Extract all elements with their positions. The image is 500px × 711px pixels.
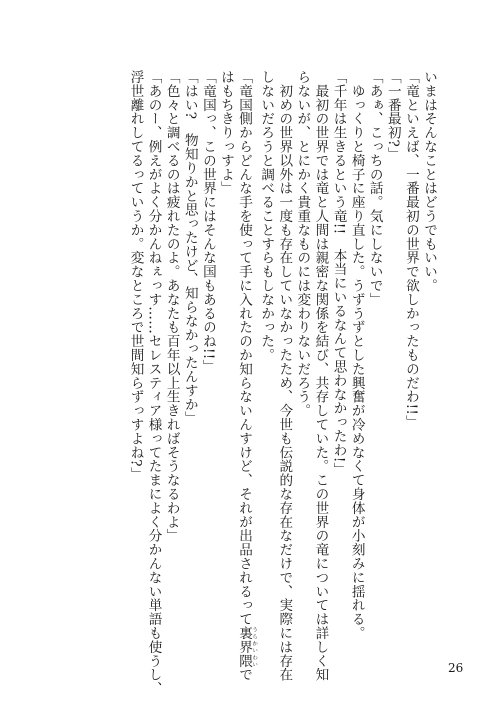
- text-line: 「あのー、例えがよく分かんねぇっす……セレスティア様ってたまによく分かんない単語も使うし、: [145, 70, 162, 696]
- page-number: 26: [448, 661, 464, 675]
- text-line: 浮世離れしてるっていうか。変なところで世間知らずっすよね?」: [127, 70, 144, 481]
- text-line: いまはそんなことはどうでもいい。: [421, 70, 437, 293]
- body-text: [76, 70, 438, 696]
- furigana: 裏界隈 うらかいわい: [236, 626, 258, 668]
- text-line: 「はい? 物知りかと思ったけど、知らなかったんすか」: [181, 70, 198, 426]
- text-line: らないが、とにかく貴重なものには変わりないだろう。: [294, 70, 311, 418]
- text-line: 「竜といえば、一番最初の世界で欲しかったものだわ!!」: [402, 70, 419, 430]
- text-line: しないだろうと調べることすらもしなかった。: [258, 70, 275, 362]
- text-line: 「千年は生きるという竜!! 本当にいるなんて思わなかったわ!」: [330, 70, 347, 477]
- text-line: はもちきりっすよ」: [217, 70, 234, 196]
- text-line: 「一番最初?」: [384, 70, 401, 161]
- text-line: 初めの世界以外は一度も存在していなかったため、今世も伝説的な存在なだけで、実際には存在: [276, 70, 293, 682]
- text-line: 「竜国っ、この世界にはそんな国もあるのね!!」: [199, 70, 216, 374]
- text-line: ゆっくりと椅子に座り直した。うずうずとした興奮が冷めなくて身体が小刻みに揺れる。: [348, 70, 365, 640]
- text-line: 「あぁ、こっちの話。気にしないで」: [366, 70, 383, 307]
- text-line: 最初の世界では竜と人間は親密な関係を結び、共存していた。この世界の竜については詳しく知: [312, 70, 329, 682]
- text-line-with-ruby: 「竜国側からどんな手を使って手に入れたのか知らないんすけど、それが出品されるって裏界隈 うらかいわいで: [236, 70, 258, 682]
- text-line: 「色々と調べるのは疲れたのよ。あなたも百年以上生きればそうなるわよ」: [163, 70, 180, 543]
